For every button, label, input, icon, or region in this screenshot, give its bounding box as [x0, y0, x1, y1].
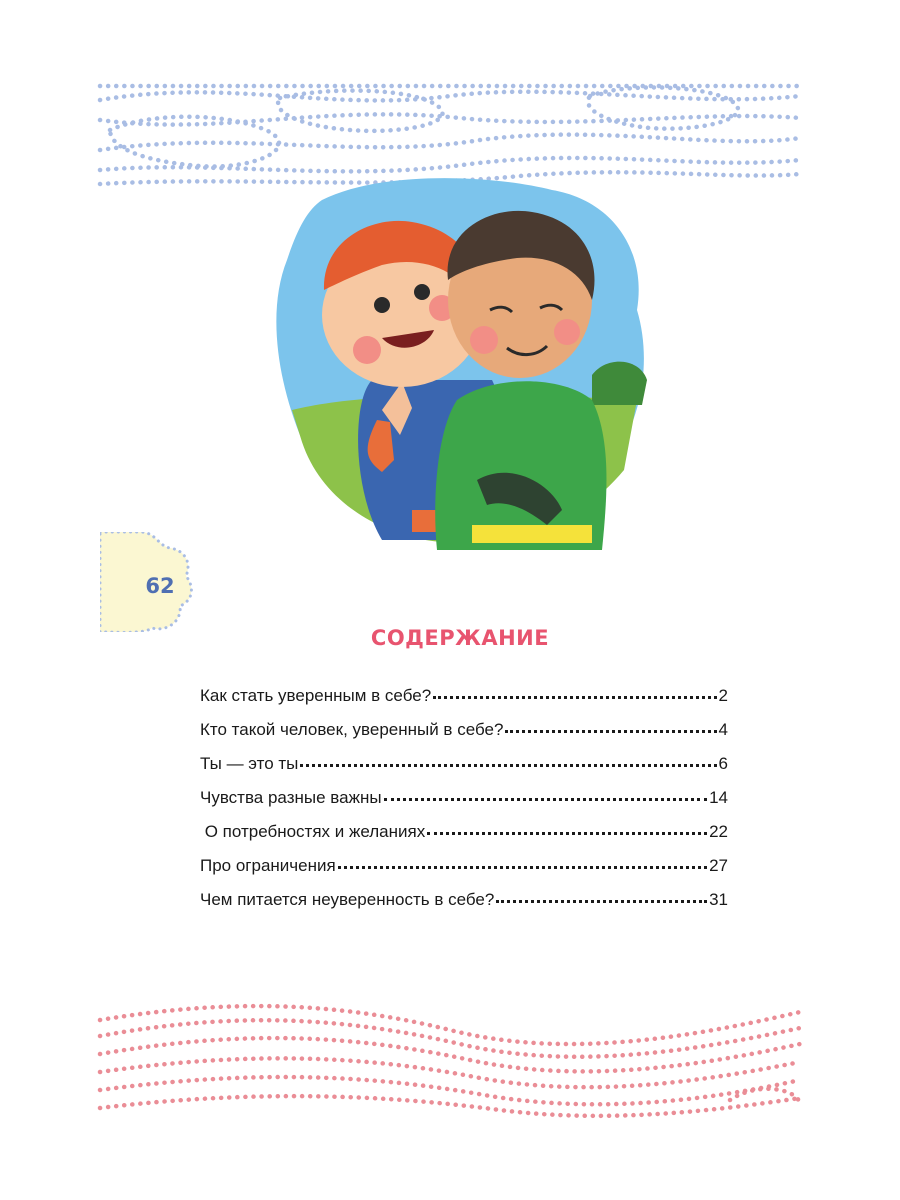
toc-entry[interactable] [200, 686, 728, 720]
dot-leader [384, 798, 708, 801]
toc-entry[interactable] [200, 856, 728, 890]
toc-entry-label: Как стать уверенным в себе? [200, 686, 432, 705]
toc-title: СОДЕРЖАНИЕ [370, 626, 550, 650]
toc-entry-label: Про ограничения [200, 856, 336, 875]
toc-entry[interactable] [200, 890, 728, 924]
toc-entry-page: 6 [718, 754, 728, 773]
table-of-contents [200, 686, 728, 924]
toc-entry-page: 31 [709, 890, 728, 909]
boys-illustration [262, 160, 662, 560]
toc-entry[interactable] [200, 720, 728, 754]
toc-entry-label: Кто такой человек, уверенный в себе? [200, 720, 504, 739]
dot-leader [338, 866, 707, 869]
dot-leader [427, 832, 707, 835]
toc-entry-page: 4 [718, 720, 728, 739]
toc-entry-page: 2 [718, 686, 728, 705]
dot-leader [300, 764, 716, 767]
toc-entry[interactable] [200, 788, 728, 822]
toc-entry[interactable] [200, 754, 728, 788]
page-number: 62 [145, 574, 175, 598]
toc-entry[interactable] [200, 822, 728, 856]
dot-leader [496, 900, 707, 903]
toc-entry-label: Чем питается неуверенность в себе? [200, 890, 495, 909]
toc-entry-page: 22 [709, 822, 728, 841]
toc-entry-label: Ты — это ты [200, 754, 299, 773]
toc-entry-page: 14 [709, 788, 728, 807]
dot-leader [505, 730, 716, 733]
toc-entry-label: О потребностях и желаниях [200, 822, 426, 841]
toc-entry-page: 27 [709, 856, 728, 875]
dot-leader [433, 696, 716, 699]
toc-entry-label: Чувства разные важны [200, 788, 382, 807]
